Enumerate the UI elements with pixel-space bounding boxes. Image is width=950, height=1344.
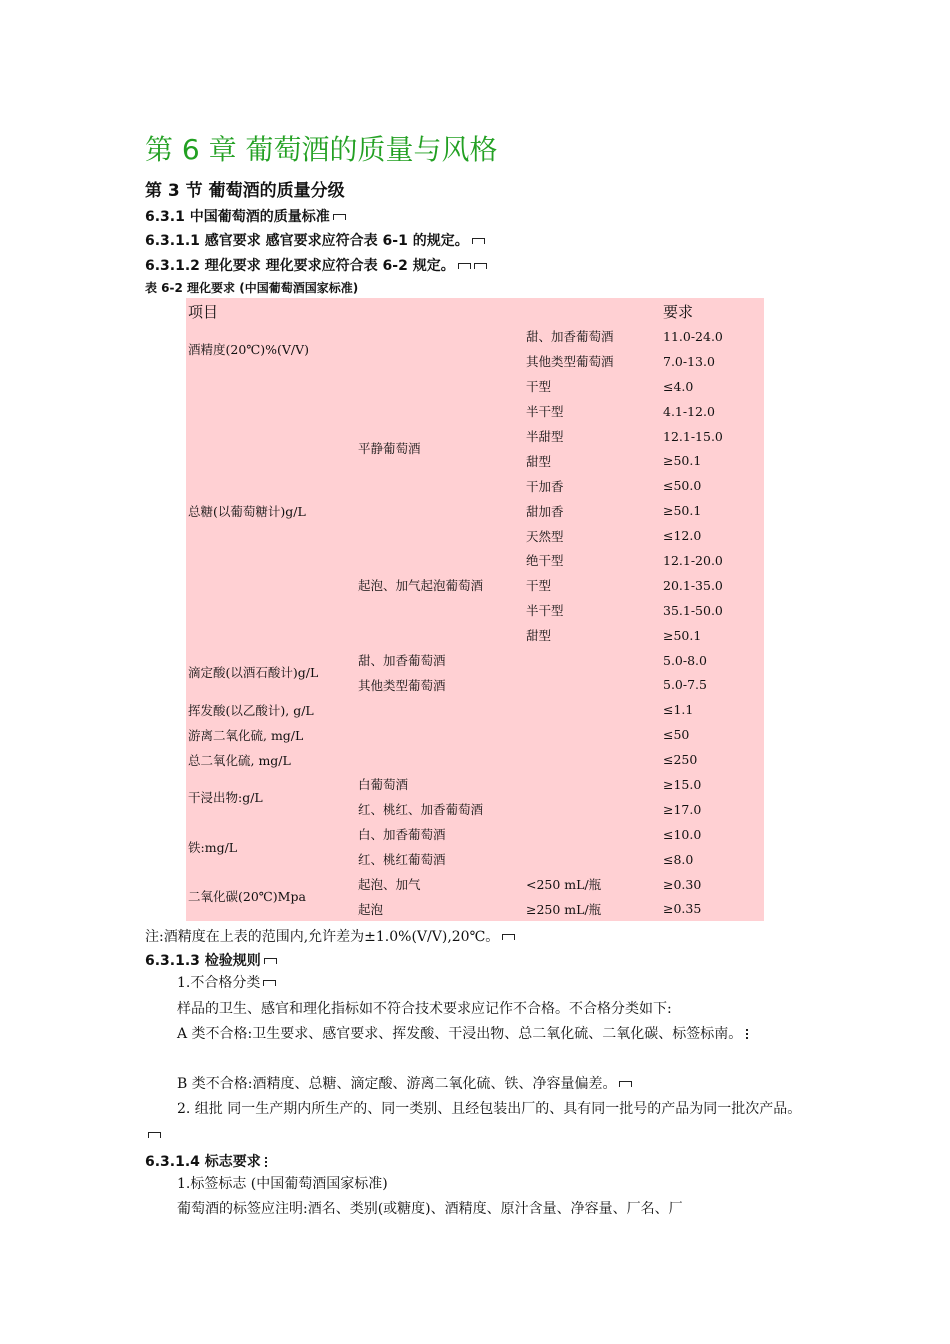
paragraph-mark-icon — [458, 263, 471, 269]
table-cell: 其他类型葡萄酒 — [358, 677, 446, 693]
paragraph-unqualified-intro: 样品的卫生、感官和理化指标如不符合技术要求应记作不合格。不合格分类如下: — [177, 1001, 672, 1017]
table-row — [186, 697, 764, 722]
paragraph-mark-icon — [264, 958, 277, 964]
row-label-alcohol: 酒精度(20℃)%(V/V) — [188, 341, 310, 357]
table-cell: 干型 — [526, 379, 552, 395]
paragraph-mark-icon — [502, 934, 515, 940]
table-cell: 白、加香葡萄酒 — [358, 827, 446, 843]
paragraph-text: 2. 组批 同一生产期内所生产的、同一类别、且经包装出厂的、具有同一批号的产品为同一批次产品。 — [177, 1101, 802, 1117]
table-row — [186, 747, 764, 772]
table-cell: 5.0-8.0 — [663, 652, 707, 668]
table-cell: 甜加香 — [526, 503, 564, 519]
heading-6-3-1-3 — [145, 950, 277, 970]
paragraph-mark-icon — [474, 263, 487, 269]
table-cell: 干型 — [526, 578, 552, 594]
table-cell: ≥0.35 — [663, 901, 702, 917]
table-cell: 干加香 — [526, 478, 564, 494]
table-cell: ≤1.1 — [663, 702, 694, 718]
row-label-dry-extract: 干浸出物:g/L — [188, 789, 263, 805]
heading-6-3-1-text: 6.3.1 中国葡萄酒的质量标准 — [145, 209, 330, 225]
section-title: 第 3 节 葡萄酒的质量分级 — [145, 181, 345, 201]
table-cell: ≤50 — [663, 727, 690, 743]
table-cell: ≤250 — [663, 752, 698, 768]
paragraph-mark-icon — [333, 214, 346, 220]
table-cell: 5.0-7.5 — [663, 677, 707, 693]
paragraph-text: A 类不合格:卫生要求、感官要求、挥发酸、干浸出物、总二氧化硫、二氧化碳、标签标南。 — [177, 1026, 743, 1042]
paragraph-label-title: 1.标签标志 (中国葡萄酒国家标准) — [177, 1176, 388, 1192]
row-label-iron: 铁:mg/L — [188, 839, 238, 855]
group-label-still: 平静葡萄酒 — [358, 441, 421, 457]
table-cell: ≤12.0 — [663, 528, 702, 544]
paragraph-mark-icon — [263, 980, 276, 986]
chapter-title: 第 6 章 葡萄酒的质量与风格 — [145, 133, 498, 166]
table-cell: 红、桃红、加香葡萄酒 — [358, 802, 484, 818]
paragraph-text: B 类不合格:酒精度、总糖、滴定酸、游离二氧化硫、铁、净容量偏差。 — [177, 1076, 617, 1092]
header-item: 项目 — [188, 302, 219, 321]
physicochemical-table — [186, 298, 764, 921]
table-cell: ≤10.0 — [663, 826, 702, 842]
table-row — [186, 374, 764, 399]
table-caption: 表 6-2 理化要求 (中国葡萄酒国家标准) — [145, 281, 359, 295]
row-label-volatile-acid: 挥发酸(以乙酸计), g/L — [188, 702, 314, 718]
heading-6-3-1-3-text: 6.3.1.3 检验规则 — [145, 953, 261, 969]
paragraph-batch — [145, 1096, 810, 1148]
table-note — [145, 926, 515, 946]
table-cell: 半干型 — [526, 404, 564, 420]
table-row — [186, 648, 764, 673]
table-cell: 起泡 — [358, 901, 384, 917]
row-label-total-so2: 总二氧化硫, mg/L — [188, 752, 291, 768]
table-cell: 12.1-20.0 — [663, 552, 723, 568]
table-cell: 12.1-15.0 — [663, 428, 723, 444]
paragraph-unqualified-title — [145, 970, 810, 996]
table-cell: 甜、加香葡萄酒 — [526, 329, 614, 345]
table-cell: ≤8.0 — [663, 851, 694, 867]
table-row — [186, 822, 764, 847]
table-row — [186, 324, 764, 349]
paragraph-label-text: 葡萄酒的标签应注明:酒名、类别(或糖度)、酒精度、原汁含量、净容量、厂名、厂 — [177, 1201, 683, 1217]
table-cell: 11.0-24.0 — [663, 328, 723, 344]
table-cell: 天然型 — [526, 528, 564, 544]
heading-6-3-1 — [145, 206, 346, 226]
paragraph-mark-icon — [148, 1132, 161, 1138]
table-cell: ≥50.1 — [663, 627, 702, 643]
paragraph-class-a — [145, 1021, 810, 1047]
group-label-sparkling: 起泡、加气起泡葡萄酒 — [358, 578, 484, 594]
table-cell: 4.1-12.0 — [663, 403, 715, 419]
table-cell-empty — [356, 324, 524, 374]
table-cell: 白葡萄酒 — [358, 777, 409, 793]
table-cell: ≤50.0 — [663, 478, 702, 494]
table-cell-empty — [524, 648, 661, 673]
table-cell: 半甜型 — [526, 429, 564, 444]
paragraph-mark-icon — [265, 1157, 269, 1167]
row-label-free-so2: 游离二氧化硫, mg/L — [188, 727, 304, 743]
table-cell: 35.1-50.0 — [663, 602, 723, 618]
table-cell: ≥15.0 — [663, 776, 702, 792]
table-cell: <250 mL/瓶 — [526, 877, 602, 893]
heading-6-3-1-4-text: 6.3.1.4 标志要求 — [145, 1154, 261, 1170]
heading-6-3-1-2 — [145, 255, 487, 275]
paragraph-mark-icon — [746, 1029, 750, 1039]
table-cell: 甜、加香葡萄酒 — [358, 653, 446, 669]
heading-6-3-1-2-text: 6.3.1.2 理化要求 理化要求应符合表 6-2 规定。 — [145, 258, 455, 274]
header-requirement: 要求 — [663, 302, 694, 321]
paragraph-mark-icon — [619, 1081, 632, 1087]
table-cell: 绝干型 — [526, 553, 564, 569]
heading-6-3-1-1 — [145, 230, 485, 250]
table-cell: ≥0.30 — [663, 876, 702, 892]
table-cell: 其他类型葡萄酒 — [526, 354, 614, 370]
row-label-co2: 二氧化碳(20℃)Mpa — [188, 889, 306, 905]
heading-6-3-1-1-text: 6.3.1.1 感官要求 感官要求应符合表 6-1 的规定。 — [145, 233, 469, 249]
table-cell: 甜型 — [526, 453, 552, 469]
table-header-row — [186, 298, 764, 324]
paragraph-text: 1.不合格分类 — [177, 975, 261, 991]
table-cell: 7.0-13.0 — [663, 353, 715, 369]
row-label-acid: 滴定酸(以酒石酸计)g/L — [188, 665, 319, 681]
table-row — [186, 722, 764, 747]
table-cell: 红、桃红葡萄酒 — [358, 852, 446, 868]
table-note-text: 注:酒精度在上表的范围内,允许差为±1.0%(V/V),20℃。 — [145, 929, 500, 945]
table-row — [186, 772, 764, 797]
table-row — [186, 872, 764, 897]
table-cell: 20.1-35.0 — [663, 577, 723, 593]
table-cell: 半干型 — [526, 603, 564, 619]
row-label-sugar: 总糖(以葡萄糖计)g/L — [188, 503, 306, 519]
table-cell: ≥50.1 — [663, 503, 702, 519]
table-cell: 甜型 — [526, 628, 552, 644]
table-cell-empty — [524, 672, 661, 697]
heading-6-3-1-4 — [145, 1151, 269, 1171]
paragraph-class-b — [145, 1071, 810, 1097]
table-cell: ≥50.1 — [663, 453, 702, 469]
table-cell: ≥250 mL/瓶 — [526, 901, 602, 917]
table-cell: ≤4.0 — [663, 378, 694, 394]
table-cell: ≥17.0 — [663, 801, 702, 817]
table-cell: 起泡、加气 — [358, 877, 421, 893]
paragraph-mark-icon — [472, 238, 485, 244]
